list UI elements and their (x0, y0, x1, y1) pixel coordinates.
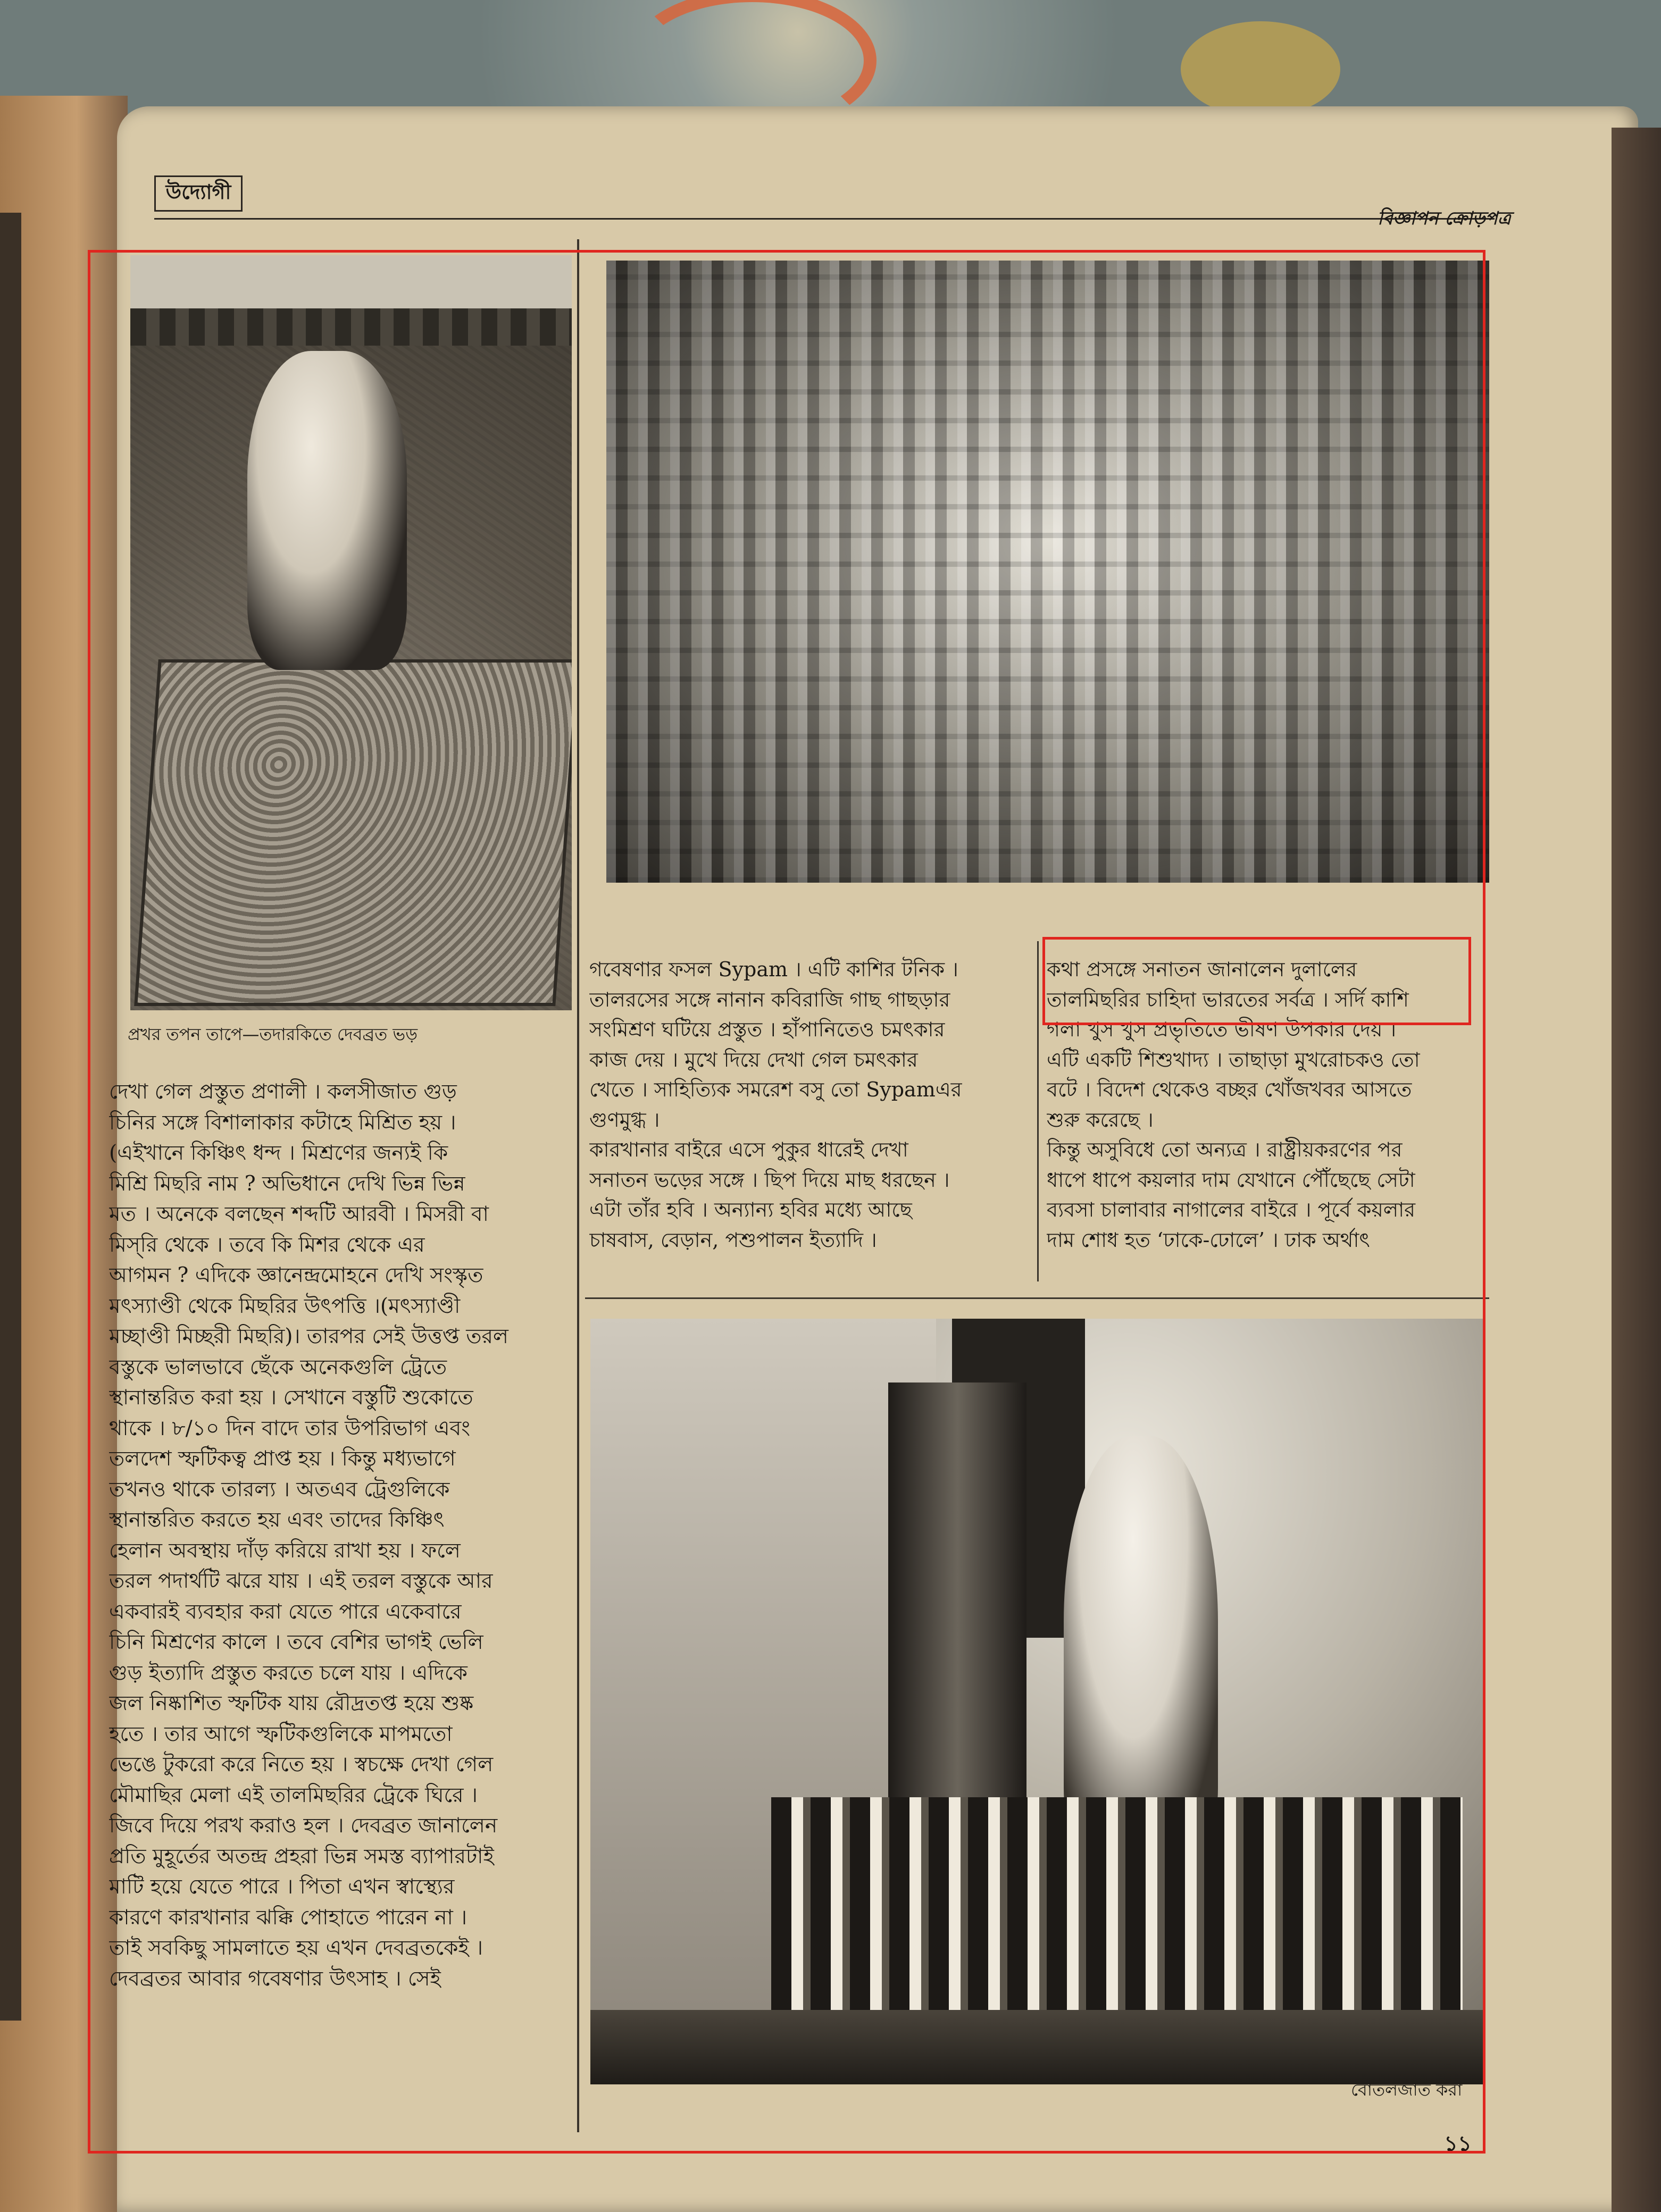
text-line: আগমন ? এদিকে জ্ঞানেন্দ্রমোহনে দেখি সংস্কৃত (109, 1263, 483, 1287)
text-line: হতে । তার আগে স্ফটিকগুলিকে মাপমতো (109, 1722, 453, 1746)
text-line: তখনও থাকে তারল্য । অতএব ট্রেগুলিকে (109, 1477, 450, 1502)
text-line: তলদেশ স্ফটিকত্ব প্রাপ্ত হয় । কিন্তু মধ্যভাগে (109, 1447, 456, 1471)
text-line: চিনি মিশ্রণের কালে । তবে বেশির ভাগই ভেলি (109, 1630, 483, 1654)
text-line: দেখা গেল প্রস্তুত প্রণালী । কলসীজাত গুড় (109, 1080, 457, 1104)
text-line: স্থানান্তরিত করা হয় । সেখানে বস্তুটি শুকোতে (109, 1386, 473, 1410)
text-line: তালমিছরির চাহিদা ভারতের সর্বত্র । সর্দি কাশি (1047, 987, 1409, 1011)
text-line: চাষবাস, বেড়ান, পশুপালন ইত্যাদি । (589, 1228, 877, 1252)
text-line: মাটি হয়ে যেতে পারে । পিতা এখন স্বাস্থ্যের (109, 1875, 455, 1899)
text-line: কাজ দেয় । মুখে দিয়ে দেখা গেল চমৎকার (589, 1048, 918, 1071)
text-line: জিবে দিয়ে পরখ করাও হল । দেবব্রত জানালেন (109, 1814, 498, 1838)
text-line: থাকে । ৮/১০ দিন বাদে তার উপরিভাগ এবং (109, 1416, 471, 1440)
cloth-pattern-yellow (1181, 21, 1340, 117)
text-line: কারখানার বাইরে এসে পুকুর ধারেই দেখা (589, 1138, 908, 1161)
text-line: (এইখানে কিঞ্চিৎ ধন্দ । মিশ্রণের জন্যই কি (109, 1141, 448, 1165)
header-rule (154, 218, 1495, 220)
section-tag: উদ্যোগী (154, 175, 243, 212)
text-line: প্রতি মুহূর্তের অতন্দ্র প্রহরা ভিন্ন সমস্ত ব্যাপারটাই (109, 1844, 494, 1869)
text-line: ধাপে ধাপে কয়লার দাম যেখানে পৌঁছেছে সেটা (1047, 1168, 1415, 1192)
text-line: মৎস্যাণ্ডী থেকে মিছরির উৎপত্তি ।(মৎস্যাণ্ডী (109, 1294, 461, 1318)
text-line: গলা খুস খুস প্রভৃতিতে ভীষণ উপকার দেয় । (1047, 1018, 1397, 1041)
text-line: তালরসের সঙ্গে নানান কবিরাজি গাছ গাছড়ার (589, 987, 950, 1011)
caption-bottling: বোতলজাত করা (1351, 2080, 1463, 2100)
text-line: শুরু করেছে । (1047, 1108, 1154, 1132)
supplement-label: বিজ্ঞাপন ক্রোড়পত্র (1378, 208, 1511, 229)
page-number: ১১ (1444, 2131, 1472, 2156)
annotation-outer-box (88, 250, 1485, 2154)
text-line: এটা তাঁর হবি । অন্যান্য হবির মধ্যে আছে (589, 1198, 912, 1221)
text-line: গুণমুগ্ধ । (589, 1108, 660, 1132)
text-line: মিস্‌রি থেকে । তবে কি মিশর থেকে এর (109, 1233, 425, 1257)
text-line: হেলান অবস্থায় দাঁড় করিয়ে রাখা হয় । ফলে (109, 1538, 461, 1563)
text-line: সংমিশ্রণ ঘটিয়ে প্রস্তুত । হাঁপানিতেও চমৎকার (589, 1018, 945, 1041)
text-line: সনাতন ভড়ের সঙ্গে । ছিপ দিয়ে মাছ ধরছেন । (589, 1168, 950, 1192)
text-line: স্থানান্তরিত করতে হয় এবং তাদের কিঞ্চিৎ (109, 1508, 445, 1532)
text-line: দাম শোধ হত ‘ঢাকে-ঢোলে’ । ঢাক অর্থাৎ (1047, 1228, 1370, 1252)
text-line: গবেষণার ফসল Sypam । এটি কাশির টনিক । (589, 958, 958, 981)
binding-shadow (1612, 128, 1661, 2212)
text-line: চিনির সঙ্গে বিশালাকার কটাহে মিশ্রিত হয় । (109, 1110, 456, 1135)
text-line: কিন্তু অসুবিধে তো অন্যত্র । রাষ্ট্রীয়করণের পর (1047, 1138, 1403, 1161)
text-line: একবারই ব্যবহার করা যেতে পারে একেবারে (109, 1599, 462, 1624)
text-line: দেবব্রতর আবার গবেষণার উৎসাহ । সেই (109, 1966, 441, 1991)
text-line: খেতে । সাহিত্যিক সমরেশ বসু তো Sypamএর (589, 1078, 962, 1101)
adjacent-page-text-strip (0, 213, 21, 2021)
text-line: মত । অনেকে বলছেন শব্দটি আরবী । মিসরী বা (109, 1202, 489, 1226)
text-line: মিশ্রি মিছরি নাম ? অভিধানে দেখি ভিন্ন ভিন্ন (109, 1171, 465, 1196)
text-line: কারণে কারখানার ঝক্কি পোহাতে পারেন না । (109, 1905, 468, 1930)
text-line: কথা প্রসঙ্গে সনাতন জানালেন দুলালের (1047, 958, 1357, 981)
text-line: গুড় ইত্যাদি প্রস্তুত করতে চলে যায় । এদিকে (109, 1661, 468, 1685)
text-line: ভেঙে টুকরো করে নিতে হয় । স্বচক্ষে দেখা গেল (109, 1753, 494, 1777)
text-line: ব্যবসা চালাবার নাগালের বাইরে । পূর্বে কয়লার (1047, 1198, 1416, 1221)
annotation-highlight-box (1042, 937, 1471, 1025)
text-line: তাই সবকিছু সামলাতে হয় এখন দেবব্রতকেই । (109, 1936, 483, 1960)
caption-drying-trays: প্রখর তপন তাপে—তদারকিতে দেবব্রত ভড় (128, 1024, 418, 1044)
text-line: জল নিষ্কাশিত স্ফটিক যায় রৌদ্রতপ্ত হয়ে শুষ্ক (109, 1691, 474, 1715)
text-line: এটি একটি শিশুখাদ্য । তাছাড়া মুখরোচকও তো (1047, 1048, 1420, 1071)
text-line: বটে । বিদেশ থেকেও বচ্ছর খোঁজখবর আসতে (1047, 1078, 1412, 1101)
text-line: মচ্ছাণ্ডী মিচ্ছরী মিছরি)। তারপর সেই উত্তপ্ত তরল (109, 1325, 508, 1348)
text-line: তরল পদার্থটি ঝরে যায় । এই তরল বস্তুকে আর (109, 1569, 493, 1593)
text-line: মৌমাছির মেলা এই তালমিছরির ট্রেকে ঘিরে । (109, 1783, 478, 1807)
text-line: বস্তুকে ভালভাবে ছেঁকে অনেকগুলি ট্রেতে (109, 1355, 447, 1379)
